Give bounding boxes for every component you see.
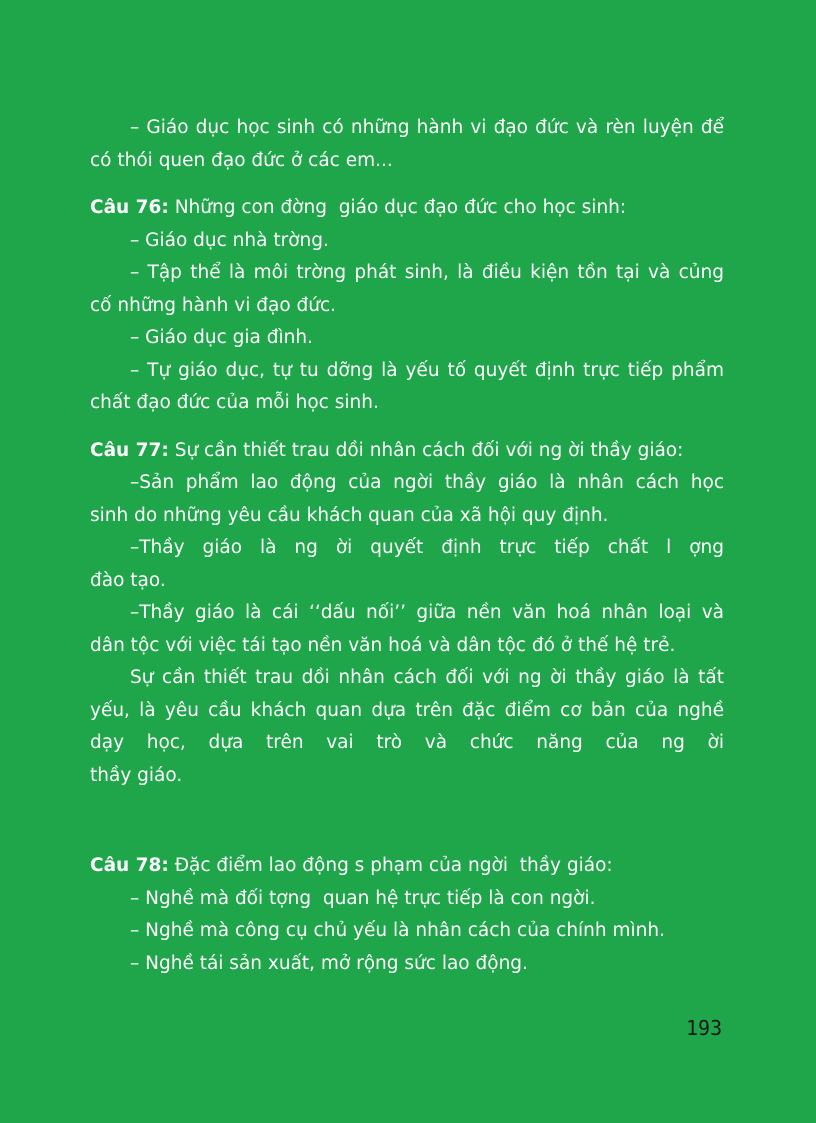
paragraph-line: yếu, là yêu cầu khách quan dựa trên đặc điểm cơ bản của nghề — [90, 699, 724, 721]
list-item: – Giáo dục nhà trờng. — [130, 229, 329, 251]
question-title: Đặc điểm lao động s phạm của ngời thầy giáo: — [168, 855, 613, 876]
list-item: chất đạo đức của mỗi học sinh. — [90, 392, 379, 413]
list-item: – Nghề mà công cụ chủ yếu là nhân cách của chính mình. — [130, 920, 666, 941]
question-76-heading — [90, 192, 724, 225]
intro-line: có thói quen đạo đức ở các em... — [90, 149, 393, 171]
paragraph-line: dân tộc với việc tái tạo nền văn hoá và dân tộc đó ở thế hệ trẻ. — [90, 634, 676, 656]
question-label: Câu 76: — [90, 197, 169, 218]
question-title: Những con đờng giáo dục đạo đức cho học sinh: — [168, 197, 627, 218]
question-title: Sự cần thiết trau dồi nhân cách đối với ng ời thầy giáo: — [168, 439, 684, 461]
paragraph-line: –Sản phẩm lao động của ngời thầy giáo là nhân cách học — [130, 472, 724, 493]
list-item: – Nghề tái sản xuất, mở rộng sức lao động. — [130, 952, 528, 974]
list-item: – Tập thể là môi trờng phát sinh, là điều kiện tồn tại và củng — [130, 262, 724, 283]
paragraph-line: đào tạo. — [90, 569, 166, 591]
intro-line: – Giáo dục học sinh có những hành vi đạo đức và rèn luyện để — [130, 117, 724, 138]
paragraph-line: Sự cần thiết trau dồi nhân cách đối với ng ời thầy giáo là tất — [130, 667, 724, 688]
paragraph-line: –Thầy giáo là cái ‘‘dấu nối’’ giữa nền văn hoá nhân loại và — [130, 602, 724, 623]
page-number: 193 — [686, 1016, 723, 1040]
list-item: – Nghề mà đối tợng quan hệ trực tiếp là con ngời. — [130, 887, 596, 909]
question-77-heading — [90, 435, 724, 468]
paragraph-line: sinh do những yêu cầu khách quan của xã hội quy định. — [90, 504, 609, 526]
paragraph-line: –Thầy giáo là ng ời quyết định trực tiếp chất l ợng — [130, 537, 724, 558]
list-item: – Tự giáo dục, tự tu dỡng là yếu tố quyết định trực tiếp phẩm — [130, 359, 724, 381]
question-label: Câu 78: — [90, 855, 169, 876]
list-item: – Giáo dục gia đình. — [130, 327, 313, 348]
paragraph-line: thầy giáo. — [90, 764, 183, 786]
page-content — [90, 112, 724, 980]
paragraph-line: dạy học, dựa trên vai trò và chức năng của ng ời — [90, 732, 724, 753]
list-item: cố những hành vi đạo đức. — [90, 294, 337, 316]
question-label: Câu 77: — [90, 439, 169, 461]
question-78-heading — [90, 850, 724, 883]
